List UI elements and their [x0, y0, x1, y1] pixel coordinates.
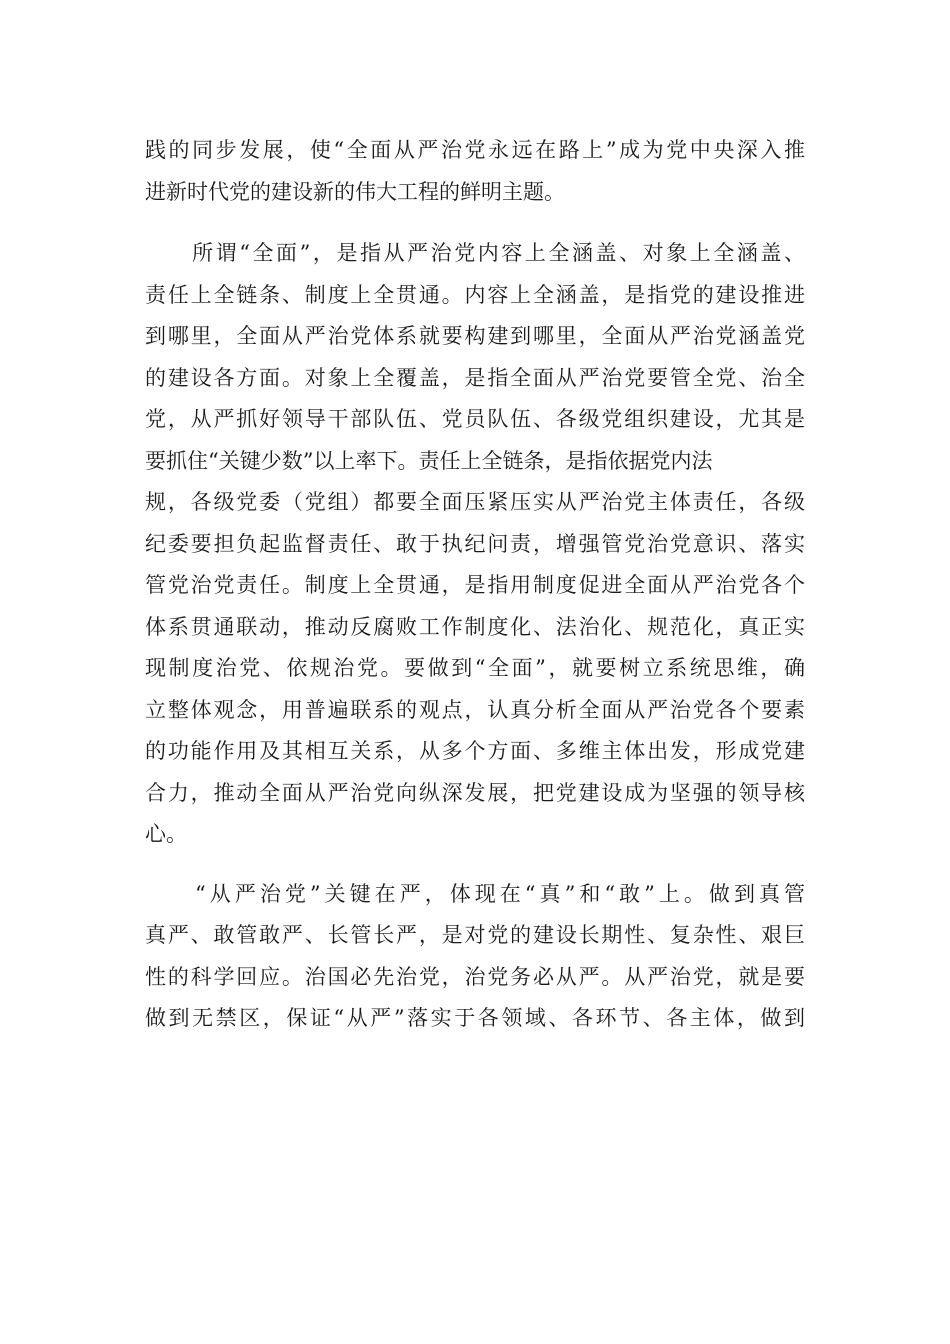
- document-body: [145, 130, 805, 1040]
- text-line: 体系贯通联动，推动反腐败工作制度化、法治化、规范化，真正实: [145, 614, 805, 639]
- text-line: 心。: [145, 822, 187, 846]
- text-line: 进新时代党的建设新的伟大工程的鲜明主题。: [145, 179, 565, 204]
- text-line: 现制度治党、依规治党。要做到“全面”，就要树立系统思维，确: [145, 656, 805, 680]
- paragraph-3: [145, 874, 805, 1040]
- text-line: 的功能作用及其相互关系，从多个方面、多维主体出发，形成党建: [145, 739, 805, 763]
- text-line: 责任上全链条、制度上全贯通。内容上全涵盖，是指党的建设推进: [145, 282, 805, 307]
- text-line: 合力，推动全面从严治党向纵深发展，把党建设成为坚强的领导核: [145, 780, 805, 805]
- text-line: 到哪里，全面从严治党体系就要构建到哪里，全面从严治党涵盖党: [145, 324, 805, 348]
- paragraph-2: [145, 233, 805, 856]
- text-line: 党，从严抓好领导干部队伍、党员队伍、各级党组织建设，尤其是: [145, 407, 805, 431]
- text-line: 的建设各方面。对象上全覆盖，是指全面从严治党要管全党、治全: [145, 365, 805, 390]
- text-line: 真严、敢管敢严、长管长严，是对党的建设长期性、复杂性、艰巨: [145, 923, 805, 947]
- text-line: 规，各级党委（党组）都要全面压紧压实从严治党主体责任，各级: [145, 490, 805, 514]
- text-line: 践的同步发展，使“全面从严治党永远在路上”成为党中央深入推: [145, 138, 805, 162]
- text-line: 所谓“全面”，是指从严治党内容上全涵盖、对象上全涵盖、: [145, 241, 805, 265]
- text-line: 纪委要担负起监督责任、敢于执纪问责，增强管党治党意识、落实: [145, 531, 805, 556]
- text-line: 做到无禁区，保证“从严”落实于各领域、各环节、各主体，做到: [145, 1006, 805, 1030]
- text-line: 立整体观念，用普遍联系的观点，认真分析全面从严治党各个要素: [145, 697, 805, 722]
- text-line: “从严治党”关键在严，体现在“真”和“敢”上。做到真管: [145, 881, 805, 906]
- paragraph-1: [145, 130, 805, 213]
- text-line: 要抓住“关键少数”以上率下。责任上全链条，是指依据党内法: [145, 448, 713, 473]
- text-line: 性的科学回应。治国必先治党，治党务必从严。从严治党，就是要: [145, 964, 805, 989]
- text-line: 管党治党责任。制度上全贯通，是指用制度促进全面从严治党各个: [145, 573, 805, 597]
